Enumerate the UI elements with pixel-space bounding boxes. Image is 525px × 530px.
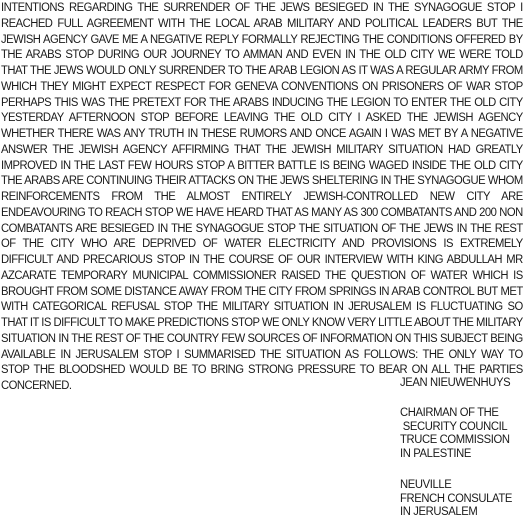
signature-title-block xyxy=(400,406,510,460)
signatory-name: JEAN NIEUWENHUYS xyxy=(400,375,511,389)
location-line: NEUVILLE xyxy=(400,477,452,491)
signatory-title-line: TRUCE COMMISSION xyxy=(400,432,510,446)
signatory-title-line: CHAIRMAN OF THE xyxy=(400,405,499,419)
location-line: FRENCH CONSULATE xyxy=(400,490,512,505)
signatory-title-line: IN PALESTINE xyxy=(400,445,471,460)
location-line: IN JERUSALEM xyxy=(400,504,478,518)
signature-location-block xyxy=(400,478,512,519)
signature-name-block xyxy=(400,376,510,390)
telegram-body-text: INTENTIONS REGARDING THE SURRENDER OF THE JEWS BESIEGED IN THE SYNAGOGUE STOP I REACHED FULL AGREEMENT WITH THE LOCAL ARAB MILITARY AND POLITICAL LEADERS BUT THE JEWISH AGENCY GAVE ME A NEGATIVE REPLY FORMALLY REJECTING THE CONDITIONS OFFERED BY THE ARABS STOP DURING OUR JOURNEY TO AMMAN AND EVEN IN THE OLD CITY WE WERE TOLD THAT THE JEWS WOULD ONLY SURRENDER TO THE ARAB LEGION AS IT WAS A REGULAR ARMY FROM WHICH THEY MIGHT EXPECT RESPECT FOR GENEVA CONVENTIONS ON PRISONERS OF WAR STOP PERHAPS THIS WAS THE PRETEXT FOR THE ARABS INDUCING THE LEGION TO ENTER THE OLD CITY YESTERDAY AFTERNOON STOP BEFORE LEAVING THE OLD CITY I ASKED THE JEWISH AGENCY WHETHER THERE WAS ANY TRUTH IN THESE RUMORS AND ONCE AGAIN I WAS MET BY A NEGATIVE ANSWER THE JEWISH AGENCY AFFIRMING THAT THE JEWISH MILITARY SITUATION HAD GREATLY IMPROVED IN THE LAST FEW HOURS STOP A BITTER BATTLE IS BEING WAGED INSIDE THE OLD CITY THE ARABS ARE CONTINUING THEIR ATTACKS ON THE JEWS SHELTERING IN THE SYNAGOGUE WHOM REINFORCEMENTS FROM THE ALMOST ENTIRELY JEWISH-CONTROLLED NEW CITY ARE ENDEAVOURING TO REACH STOP WE HAVE HEARD THAT AS MANY AS 300 COMBATANTS AND 200 NON COMBATANTS ARE BESIEGED IN THE SYNAGOGUE STOP THE SITUATION OF THE JEWS IN THE REST OF THE CITY WHO ARE DEPRIVED OF WATER ELECTRICITY AND PROVISIONS IS EXTREMELY DIFFICULT AND PRECARIOUS STOP IN THE COURSE OF OUR INTERVIEW WITH KING ABDULLAH MR AZCARATE TEMPORARY MUNICIPAL COMMISSIONER RAISED THE QUESTION OF WATER WHICH IS BROUGHT FROM SOME DISTANCE AWAY FROM THE CITY FROM SPRINGS IN ARAB CONTROL BUT MET WITH CATEGORICAL REFUSAL STOP THE MILITARY SITUATION IN JERUSALEM IS FLUCTUATING SO THAT IT IS DIFFICULT TO MAKE PREDICTIONS STOP WE ONLY KNOW VERY LITTLE ABOUT THE MILITARY SITUATION IN THE REST OF THE COUNTRY FEW SOURCES OF INFORMATION ON THIS SUBJECT BEING AVAILABLE IN JERUSALEM STOP I SUMMARISED THE SITUATION AS FOLLOWS: THE ONLY WAY TO STOP THE BLOODSHED WOULD BE TO BRING STRONG PRESSURE TO BEAR ON ALL THE PARTIES CONCERNED. xyxy=(1,0,523,392)
signatory-title-line: SECURITY COUNCIL xyxy=(402,418,508,433)
